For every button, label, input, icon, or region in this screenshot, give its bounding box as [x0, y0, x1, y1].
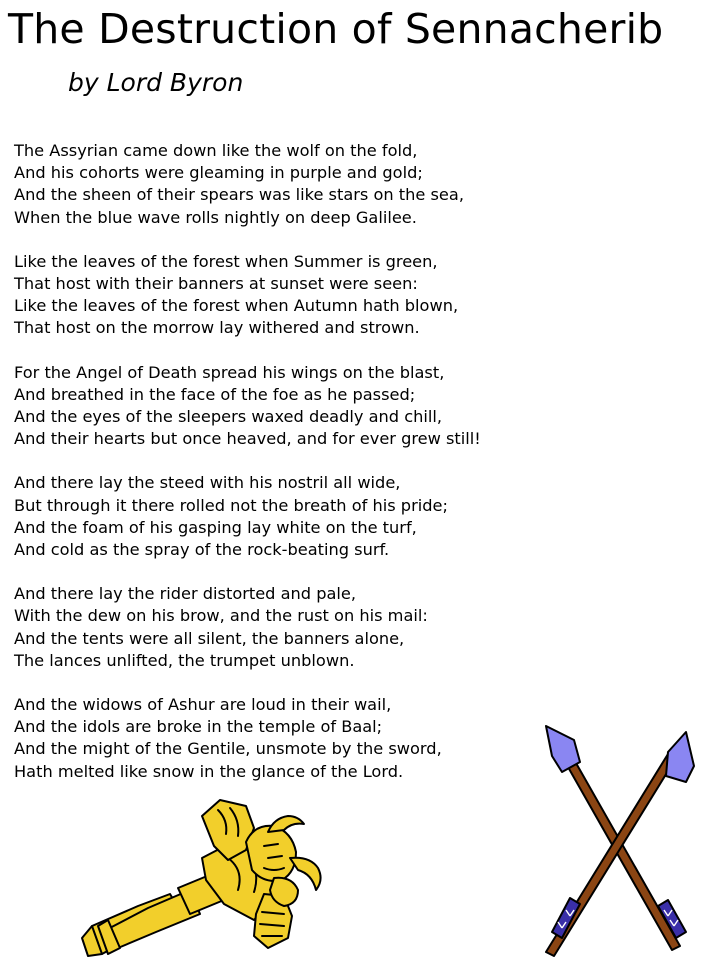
poem-line: And the idols are broke in the temple of Baal;	[14, 717, 383, 737]
poem-line: Like the leaves of the forest when Summer is green,	[14, 251, 438, 271]
stanza-6	[14, 694, 574, 783]
poem-line: And there lay the rider distorted and pale,	[14, 584, 357, 604]
stanza-4	[14, 472, 574, 561]
poem-line: That host with their banners at sunset were seen:	[14, 274, 418, 294]
poem-title: The Destruction of Sennacherib	[8, 5, 664, 53]
poem-line: But through it there rolled not the breath of his pride;	[14, 495, 448, 515]
fallen-warrior-icon	[78, 798, 334, 958]
stanza-3	[14, 362, 574, 451]
poem-line: With the dew on his brow, and the rust on his mail:	[14, 606, 428, 626]
poem-line: And the foam of his gasping lay white on the turf,	[14, 517, 417, 537]
poem-line: Like the leaves of the forest when Autumn hath blown,	[14, 296, 459, 316]
poem-line: And the tents were all silent, the banners alone,	[14, 628, 405, 648]
poem-line: Hath melted like snow in the glance of the Lord.	[14, 761, 404, 781]
poem-line: And the might of the Gentile, unsmote by the sword,	[14, 739, 442, 759]
poem-line: And his cohorts were gleaming in purple and gold;	[14, 163, 423, 183]
poem-byline: by Lord Byron	[68, 68, 244, 97]
stanza-5	[14, 583, 574, 672]
poem-line: And the eyes of the sleepers waxed deadly and chill,	[14, 407, 442, 427]
poem-line: And cold as the spray of the rock-beating surf.	[14, 540, 390, 560]
poem-line: And there lay the steed with his nostril all wide,	[14, 473, 401, 493]
poem-line: That host on the morrow lay withered and strown.	[14, 318, 420, 338]
poem-line: The lances unlifted, the trumpet unblown.	[14, 650, 355, 670]
stanza-2	[14, 251, 574, 340]
poem-line: And the sheen of their spears was like stars on the sea,	[14, 185, 464, 205]
poem-body	[14, 140, 574, 805]
poem-line: And their hearts but once heaved, and for ever grew still!	[14, 429, 481, 449]
poem-line: And breathed in the face of the foe as he passed;	[14, 384, 416, 404]
poem-line: When the blue wave rolls nightly on deep Galilee.	[14, 207, 417, 227]
poem-line: For the Angel of Death spread his wings on the blast,	[14, 362, 445, 382]
stanza-1	[14, 140, 574, 229]
poem-line: The Assyrian came down like the wolf on the fold,	[14, 141, 418, 160]
poem-line: And the widows of Ashur are loud in their wail,	[14, 695, 392, 715]
crossed-spears-icon	[540, 720, 720, 960]
